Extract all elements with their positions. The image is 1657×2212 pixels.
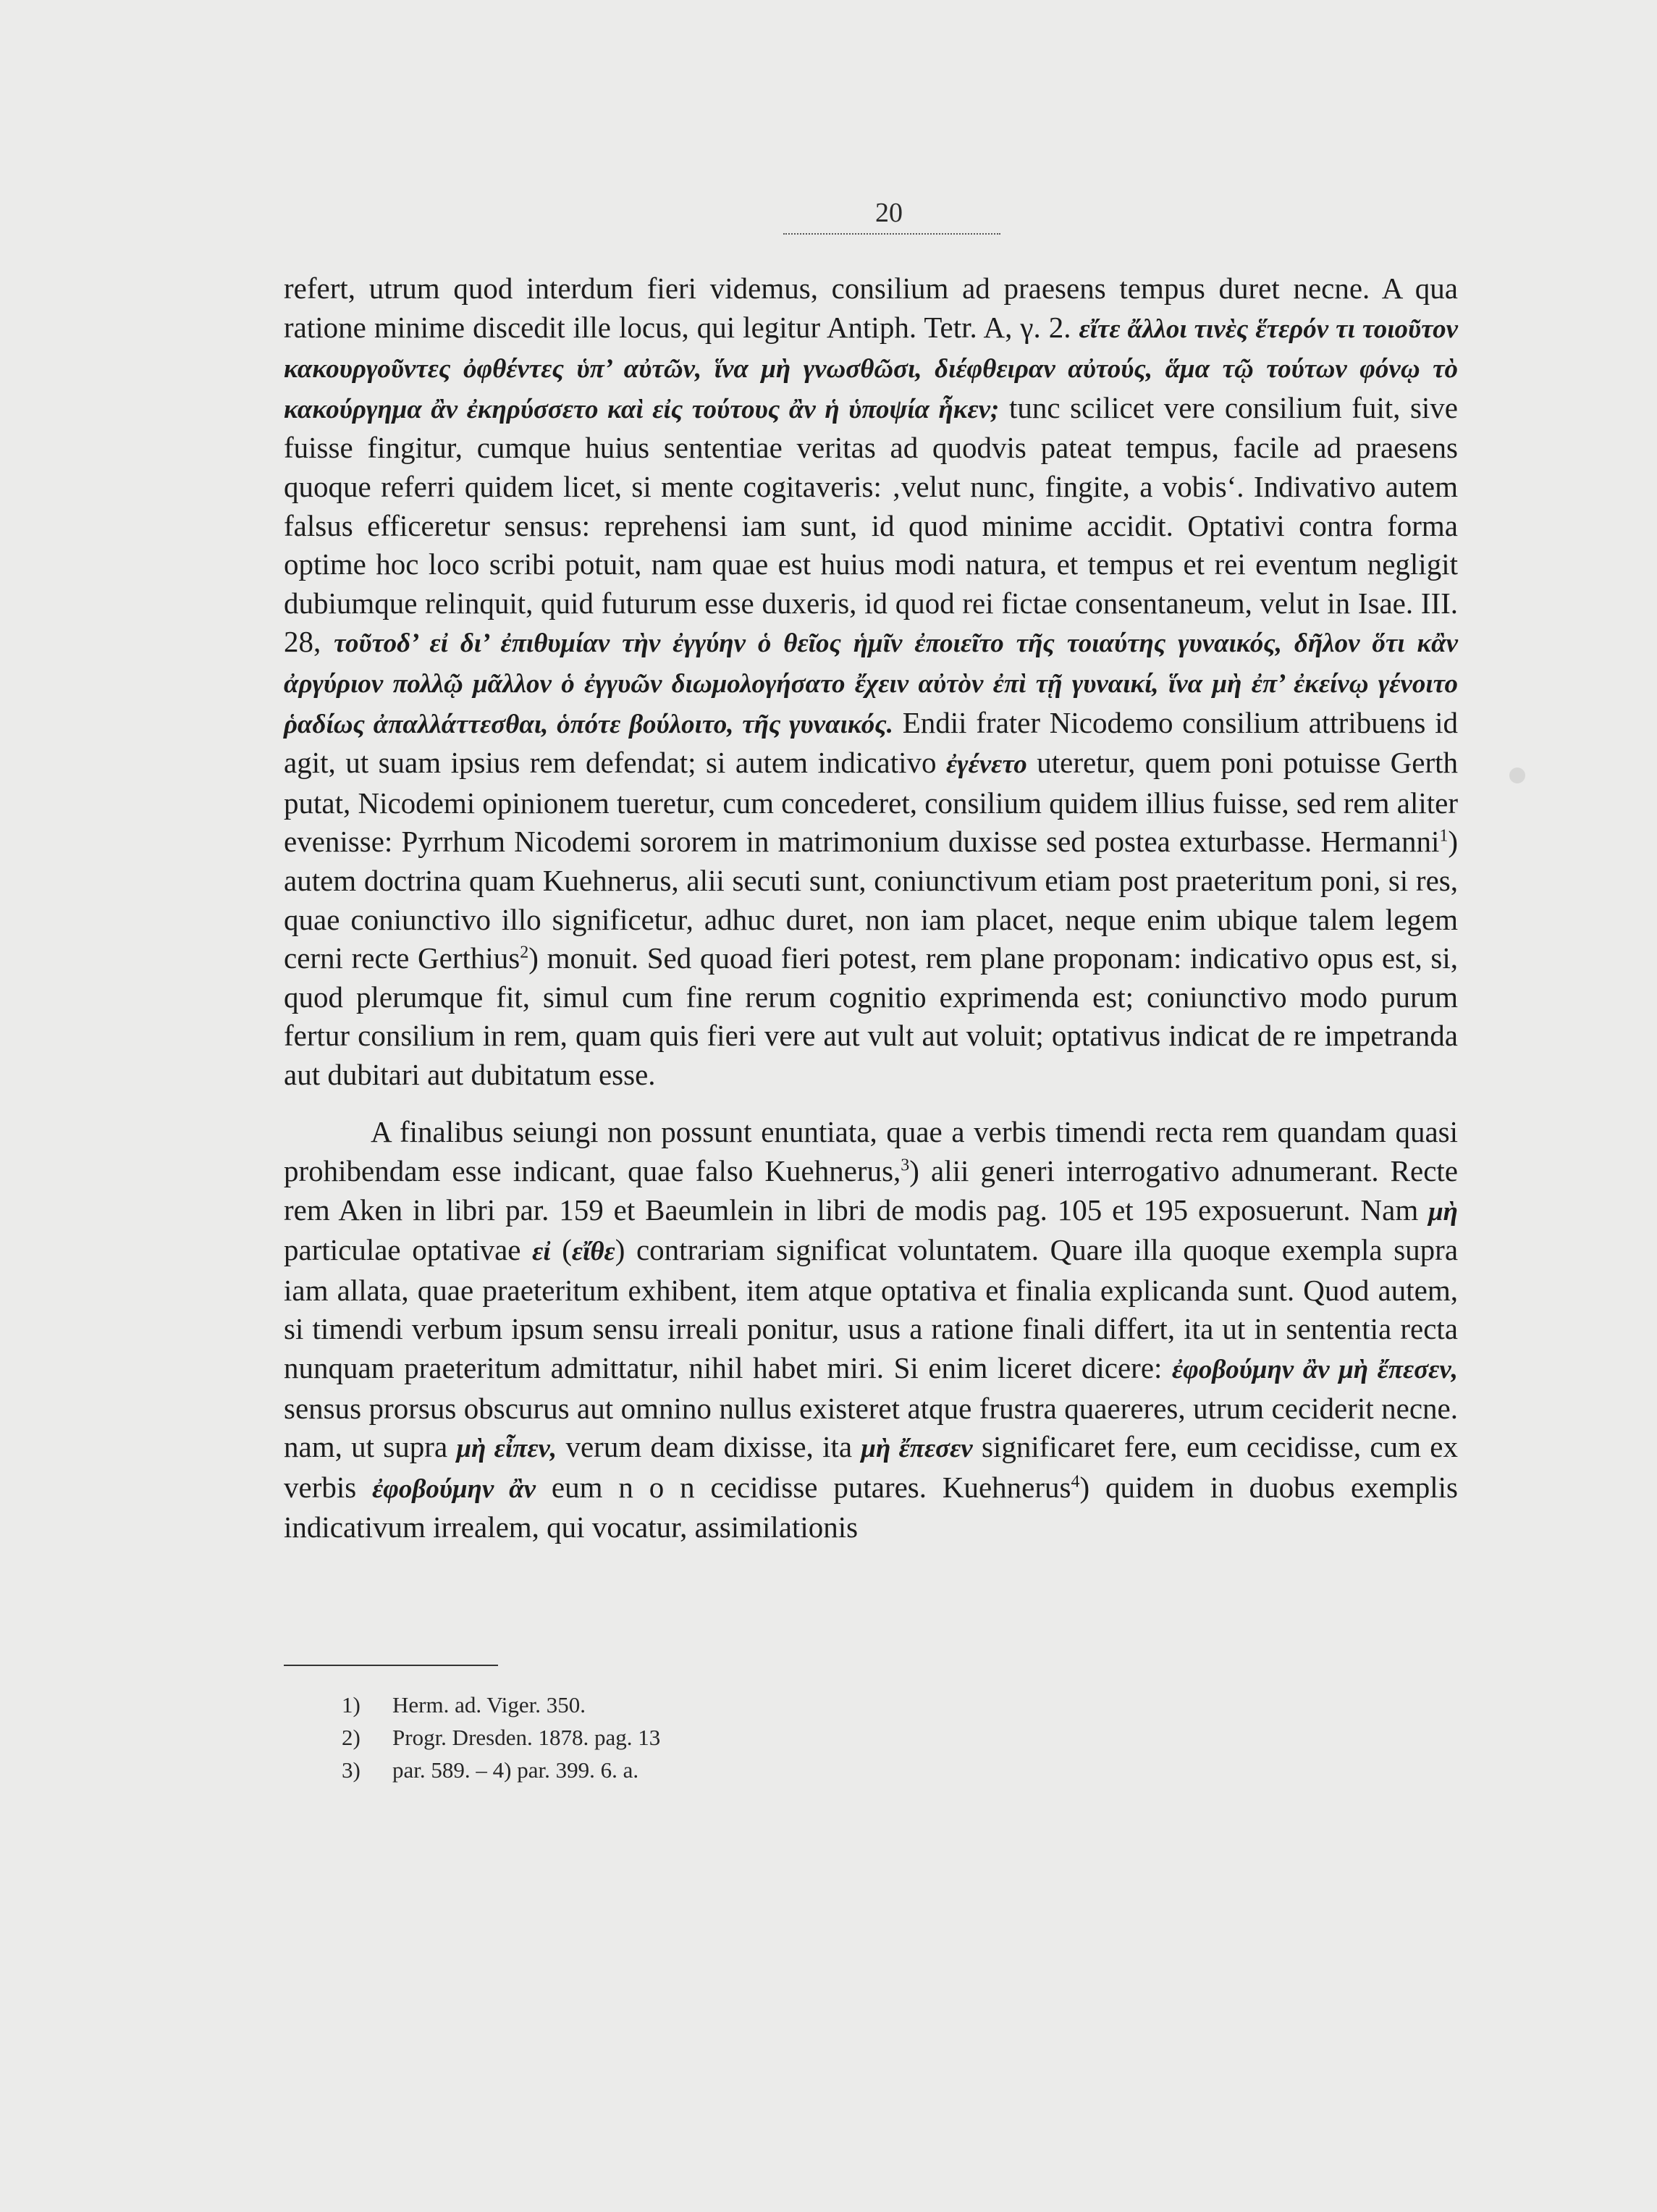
page-number: 20 (875, 198, 903, 228)
text-run: A finalibus seiungi non possunt enuntiata, quae a verbis timendi recta rem quandam quasi prohibendam esse indicant, quae falso Kuehnerus, (284, 1115, 1458, 1188)
text-run: ) monuit. Sed quoad fieri potest, rem plane proponam: indicativo opus est, si, quod plerumque fit, simul cum fine rerum cognitio exprimenda est; coniunctivo modo purum fertur consilium in rem, quam quis fieri vere aut vult aut voluit; optativus indicat de re impetranda aut dubitari aut dubitatum esse. (284, 941, 1459, 1091)
text-run: refert, utrum quod interdum fieri videmus, consilium ad praesens tempus duret necne. A qua ratione minime discedit ille locus, qui legitur Antiph. Tetr. A, γ. 2. (284, 272, 1458, 344)
greek-quote: τοῦτοδ’ εἰ δι’ ἐπιθυμίαν τὴν ἐγγύην ὁ θεῖος ἡμῖν ἐποιεῖτο τῆς τοιαύτης γυναικός, δῆλον ὅτι κἂν ἀργύριον πολλῷ μᾶλλον ὁ ἐγγυῶν διωμολογήσατο ἔχειν αὐτὸν ἐπὶ τῇ γυναικί, ἵνα μὴ ἐπ’ ἐκείνῳ γένοιτο ῥαδίως ἀπαλλάττεσθαι, ὁπότε βούλοιτο, τῆς γυναικός. (284, 628, 1459, 739)
footnote-ref: 4 (1071, 1472, 1080, 1492)
paragraph-1 (284, 269, 1458, 1094)
footnote-text: Progr. Dresden. 1878. pag. 13 (392, 1725, 661, 1750)
footnote-2 (342, 1721, 660, 1754)
greek-phrase: μὴ εἶπεν, (456, 1434, 557, 1464)
text-run: uteretur, quem poni potuisse Gerth putat, Nicodemi opinionem tueretur, cum concederet, consilium quidem illius fuisse, sed rem aliter evenisse: Pyrrhum Nicodemi sororem in matrimonium duxisse sed postea exturbasse. Hermanni (284, 746, 1459, 859)
text-run: particulae optativae (284, 1233, 521, 1267)
footnote-ref: 2 (520, 943, 529, 962)
greek-word: ἐγένετο (946, 749, 1027, 780)
footnote-number: 3) (342, 1757, 361, 1783)
body-text (284, 269, 1458, 1547)
greek-word: εἰ (532, 1237, 551, 1267)
text-run: ( (562, 1233, 572, 1267)
footnote-number: 1) (342, 1692, 361, 1717)
greek-phrase: ἐφοβούμην ἂν μὴ ἔπεσεν, (1172, 1355, 1459, 1385)
text-run: tunc scilicet vere consilium fuit, sive fuisse fingitur, cumque huius sententiae veritas ad quodvis pateat tempus, facile ad praesens quoque referri quidem licet, si mente cogitaveris: ‚velut nunc, fingite, a vobis‘. Indivativo autem falsus efficeretur sensus: reprehensi iam sunt, id quod minime accidit. Optativi contra forma optime hoc loco scribi potuit, nam quae est huius modi natura, et tempus et rei eventum negligit dubiumque relinquit, quid futurum esse duxeris, id quod rei fictae consentaneum, velut in Isae. III. 28, (284, 390, 1459, 659)
greek-quote: εἴτε ἄλλοι τινὲς ἕτερόν τι τοιοῦτον κακουργοῦντες ὀφθέντες ὑπ’ αὐτῶν, ἵνα μὴ γνωσθῶσι, διέφθειραν αὐτούς, ἅμα τῷ τούτων φόνῳ τὸ κακούργημα ἂν ἐκηρύσσετο καὶ εἰς τούτους ἂν ἡ ὑποψία ἧκεν; (284, 314, 1458, 424)
footnote-3 (342, 1754, 660, 1786)
footnotes (342, 1689, 660, 1786)
footnote-ref: 1 (1439, 826, 1449, 846)
text-run: sensus prorsus obscurus aut omnino nullus existeret atque frustra quaereres, utrum ceciderit necne. nam, ut supra (284, 1391, 1458, 1464)
paper-speck (1509, 768, 1525, 783)
text-run: significaret fere, eum cecidisse, cum ex verbis (284, 1430, 1459, 1504)
text-run: eum n o n cecidisse putares. Kuehnerus (551, 1470, 1071, 1504)
text-run: ) alii generi interrogativo adnumerant. Recte rem Aken in libri par. 159 et Baeumlein in libri de modis pag. 105 et 195 exposuerunt. Nam (284, 1154, 1458, 1227)
footnote-text: Herm. ad. Viger. 350. (392, 1692, 586, 1717)
footnote-text: par. 589. – 4) par. 399. 6. a. (392, 1757, 639, 1783)
footnote-rule (284, 1665, 498, 1666)
greek-word: μὴ (1428, 1196, 1458, 1227)
footnote-1 (342, 1689, 660, 1721)
text-run: ) quidem in duobus exemplis indicativum irrealem, qui vocatur, assimilationis (284, 1470, 1458, 1544)
greek-phrase: ἐφοβούμην ἂν (372, 1473, 536, 1504)
text-run: ) contrariam significat voluntatem. Quare illa quoque exempla supra iam allata, quae praeteritum exhibent, item atque optativa et finalia explicanda sunt. Quod autem, si timendi verbum ipsum sensu irreali ponitur, usus a ratione finali differt, ita ut in sententia recta nunquam praeteritum admittatur, nihil habet miri. Si enim liceret dicere: (284, 1233, 1459, 1385)
text-run: verum deam dixisse, ita (565, 1430, 853, 1464)
text-run: Endii frater Nicodemo consilium attribuens id agit, ut suam ipsius rem defendat; si autem indicativo (284, 705, 1458, 780)
header-rule (783, 233, 1000, 235)
footnote-ref: 3 (901, 1156, 910, 1175)
greek-word: εἴθε (571, 1237, 615, 1267)
greek-phrase: μὴ ἔπεσεν (861, 1434, 973, 1464)
paragraph-2 (284, 1113, 1458, 1547)
footnote-number: 2) (342, 1725, 361, 1750)
text-run: ) autem doctrina quam Kuehnerus, alii secuti sunt, coniunctivum etiam post praeteritum poni, si res, quae coniunctivo illo significetur, adhuc duret, non iam placet, neque enim ubique talem legem cerni recte Gerthius (284, 825, 1458, 975)
